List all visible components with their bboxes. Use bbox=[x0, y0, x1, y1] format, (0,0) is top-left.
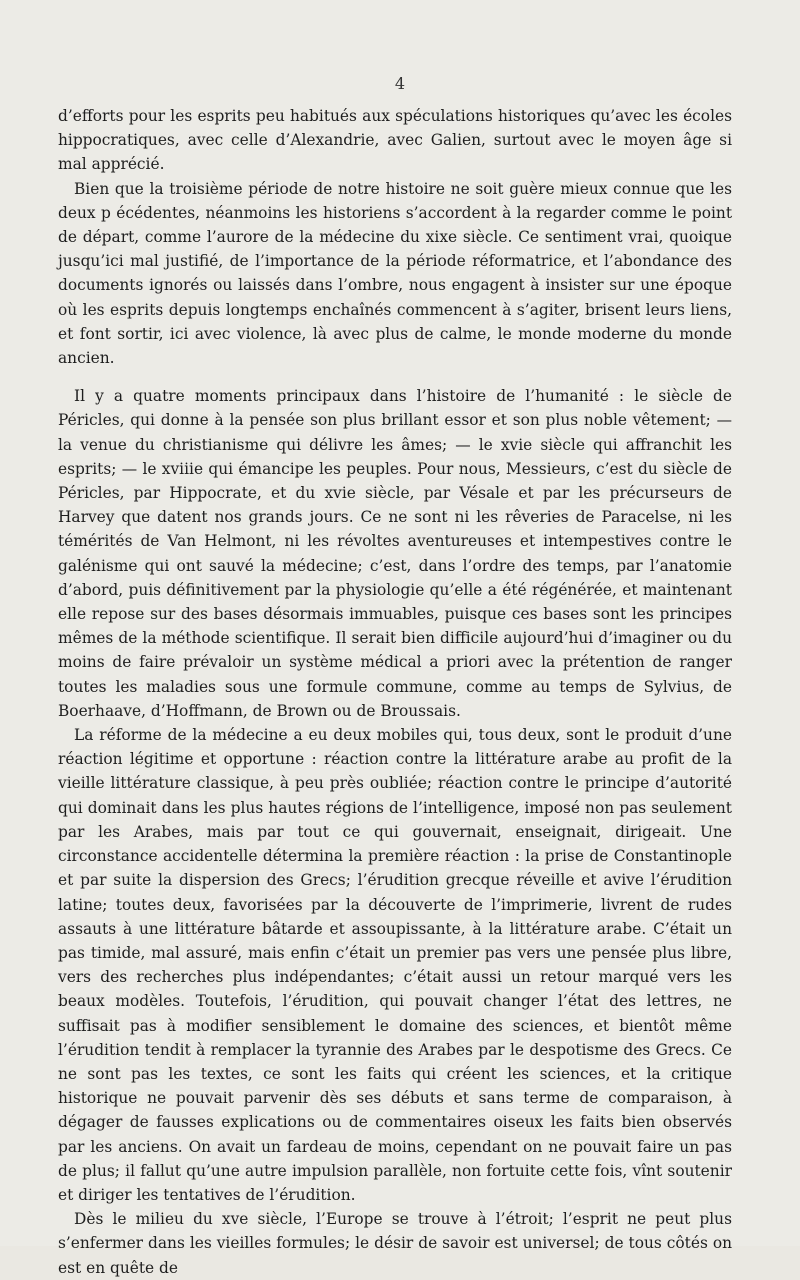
paragraph-3: Il y a quatre moments principaux dans l’histoire de l’humanité : le siècle de Péricles, qui donne à la pensée son plus brillant essor et son plus noble vêtement; — la venue du christianisme qui délivre les âmes; — le xvie siècle qui affranchit les esprits; — le xviiie qui émancipe les peuples. Pour nous, Messieurs, c’est du siècle de Péricles, par Hippocrate, et du xvie siècle, par Vésale et par les précurseurs de Harvey que datent nos grands jours. Ce ne sont ni les rêveries de Paracelse, ni les témérités de Van Helmont, ni les révoltes aventureuses et intempestives contre le galénisme qui ont sauvé la médecine; c’est, dans l’ordre des temps, par l’anatomie d’abord, puis définitivement par la physiologie qu’elle a été régénérée, et maintenant elle repose sur des bases désormais immuables, puisque ces bases sont les principes mêmes de la méthode scientifique. Il serait bien difficile aujourd’hui d’imaginer ou du moins de faire prévaloir un système médical a priori avec la prétention de ranger toutes les maladies sous une formule commune, comme au temps de Sylvius, de Boerhaave, d’Hoffmann, de Brown ou de Broussais. bbox=[58, 387, 732, 720]
paragraph-4: La réforme de la médecine a eu deux mobiles qui, tous deux, sont le produit d’une réaction légitime et opportune : réaction contre la littérature arabe au profit de la vieille littérature classique, à peu près oubliée; réaction contre le principe d’autorité qui dominait dans les plus hautes régions de l’intelligence, imposé non pas seulement par les Arabes, mais par tout ce qui gouvernait, enseignait, dirigeait. Une circonstance accidentelle détermina la première réaction : la prise de Constantinople et par suite la dispersion des Grecs; l’érudition grecque réveille et avive l’érudition latine; toutes deux, favorisées par la découverte de l’imprimerie, livrent de rudes assauts à une littérature bâtarde et assoupissante, à la littérature arabe. C’était un pas timide, mal assuré, mais enfin c’était un premier pas vers une pensée plus libre, vers des recherches plus indépendantes; c’était aussi un retour marqué vers les beaux modèles. Toutefois, l’érudition, qui pouvait changer l’état des lettres, ne suffisait pas à modifier sensiblement le domaine des sciences, et bientôt même l’érudition tendit à remplacer la tyrannie des Arabes par le despotisme des Grecs. Ce ne sont pas les textes, ce sont les faits qui créent les sciences, et la critique historique ne pouvait parvenir dès ses débuts et sans terme de comparaison, à dégager de fausses explications ou de commentaires oiseux les faits bien observés par les anciens. On avait un fardeau de moins, cependant on ne pouvait faire un pas de plus; il fallut qu’une autre impulsion parallèle, non fortuite cette fois, vînt soutenir et diriger les tentatives de l’érudition. bbox=[58, 726, 732, 1204]
paragraph-5: Dès le milieu du xve siècle, l’Europe se trouve à l’étroit; l’esprit ne peut plus s’enfermer dans les vieilles formules; le désir de savoir est universel; de tous côtés on est en quête de bbox=[58, 1210, 732, 1277]
paragraph-2: Bien que la troisième période de notre histoire ne soit guère mieux connue que les deux p écédentes, néanmoins les historiens s’accordent à la regarder comme le point de départ, comme l’aurore de la médecine du xixe siècle. Ce sentiment vrai, quoique jusqu’ici mal justifié, de l’importance de la période réformatrice, et l’abondance des documents ignorés ou laissés dans l’ombre, nous engagent à insister sur une époque où les esprits depuis longtemps enchaînés commencent à s’agiter, brisent leurs liens, et font sortir, ici avec violence, là avec plus de calme, le monde moderne du monde ancien. bbox=[58, 179, 732, 368]
paragraph-1: d’efforts pour les esprits peu habitués aux spéculations historiques qu’avec les écoles hippocratiques, avec celle d’Alexandrie, avec Galien, surtout avec le moyen âge si mal apprécié. bbox=[58, 107, 732, 174]
body-text bbox=[58, 104, 732, 1280]
page-number: 4 bbox=[394, 74, 406, 93]
